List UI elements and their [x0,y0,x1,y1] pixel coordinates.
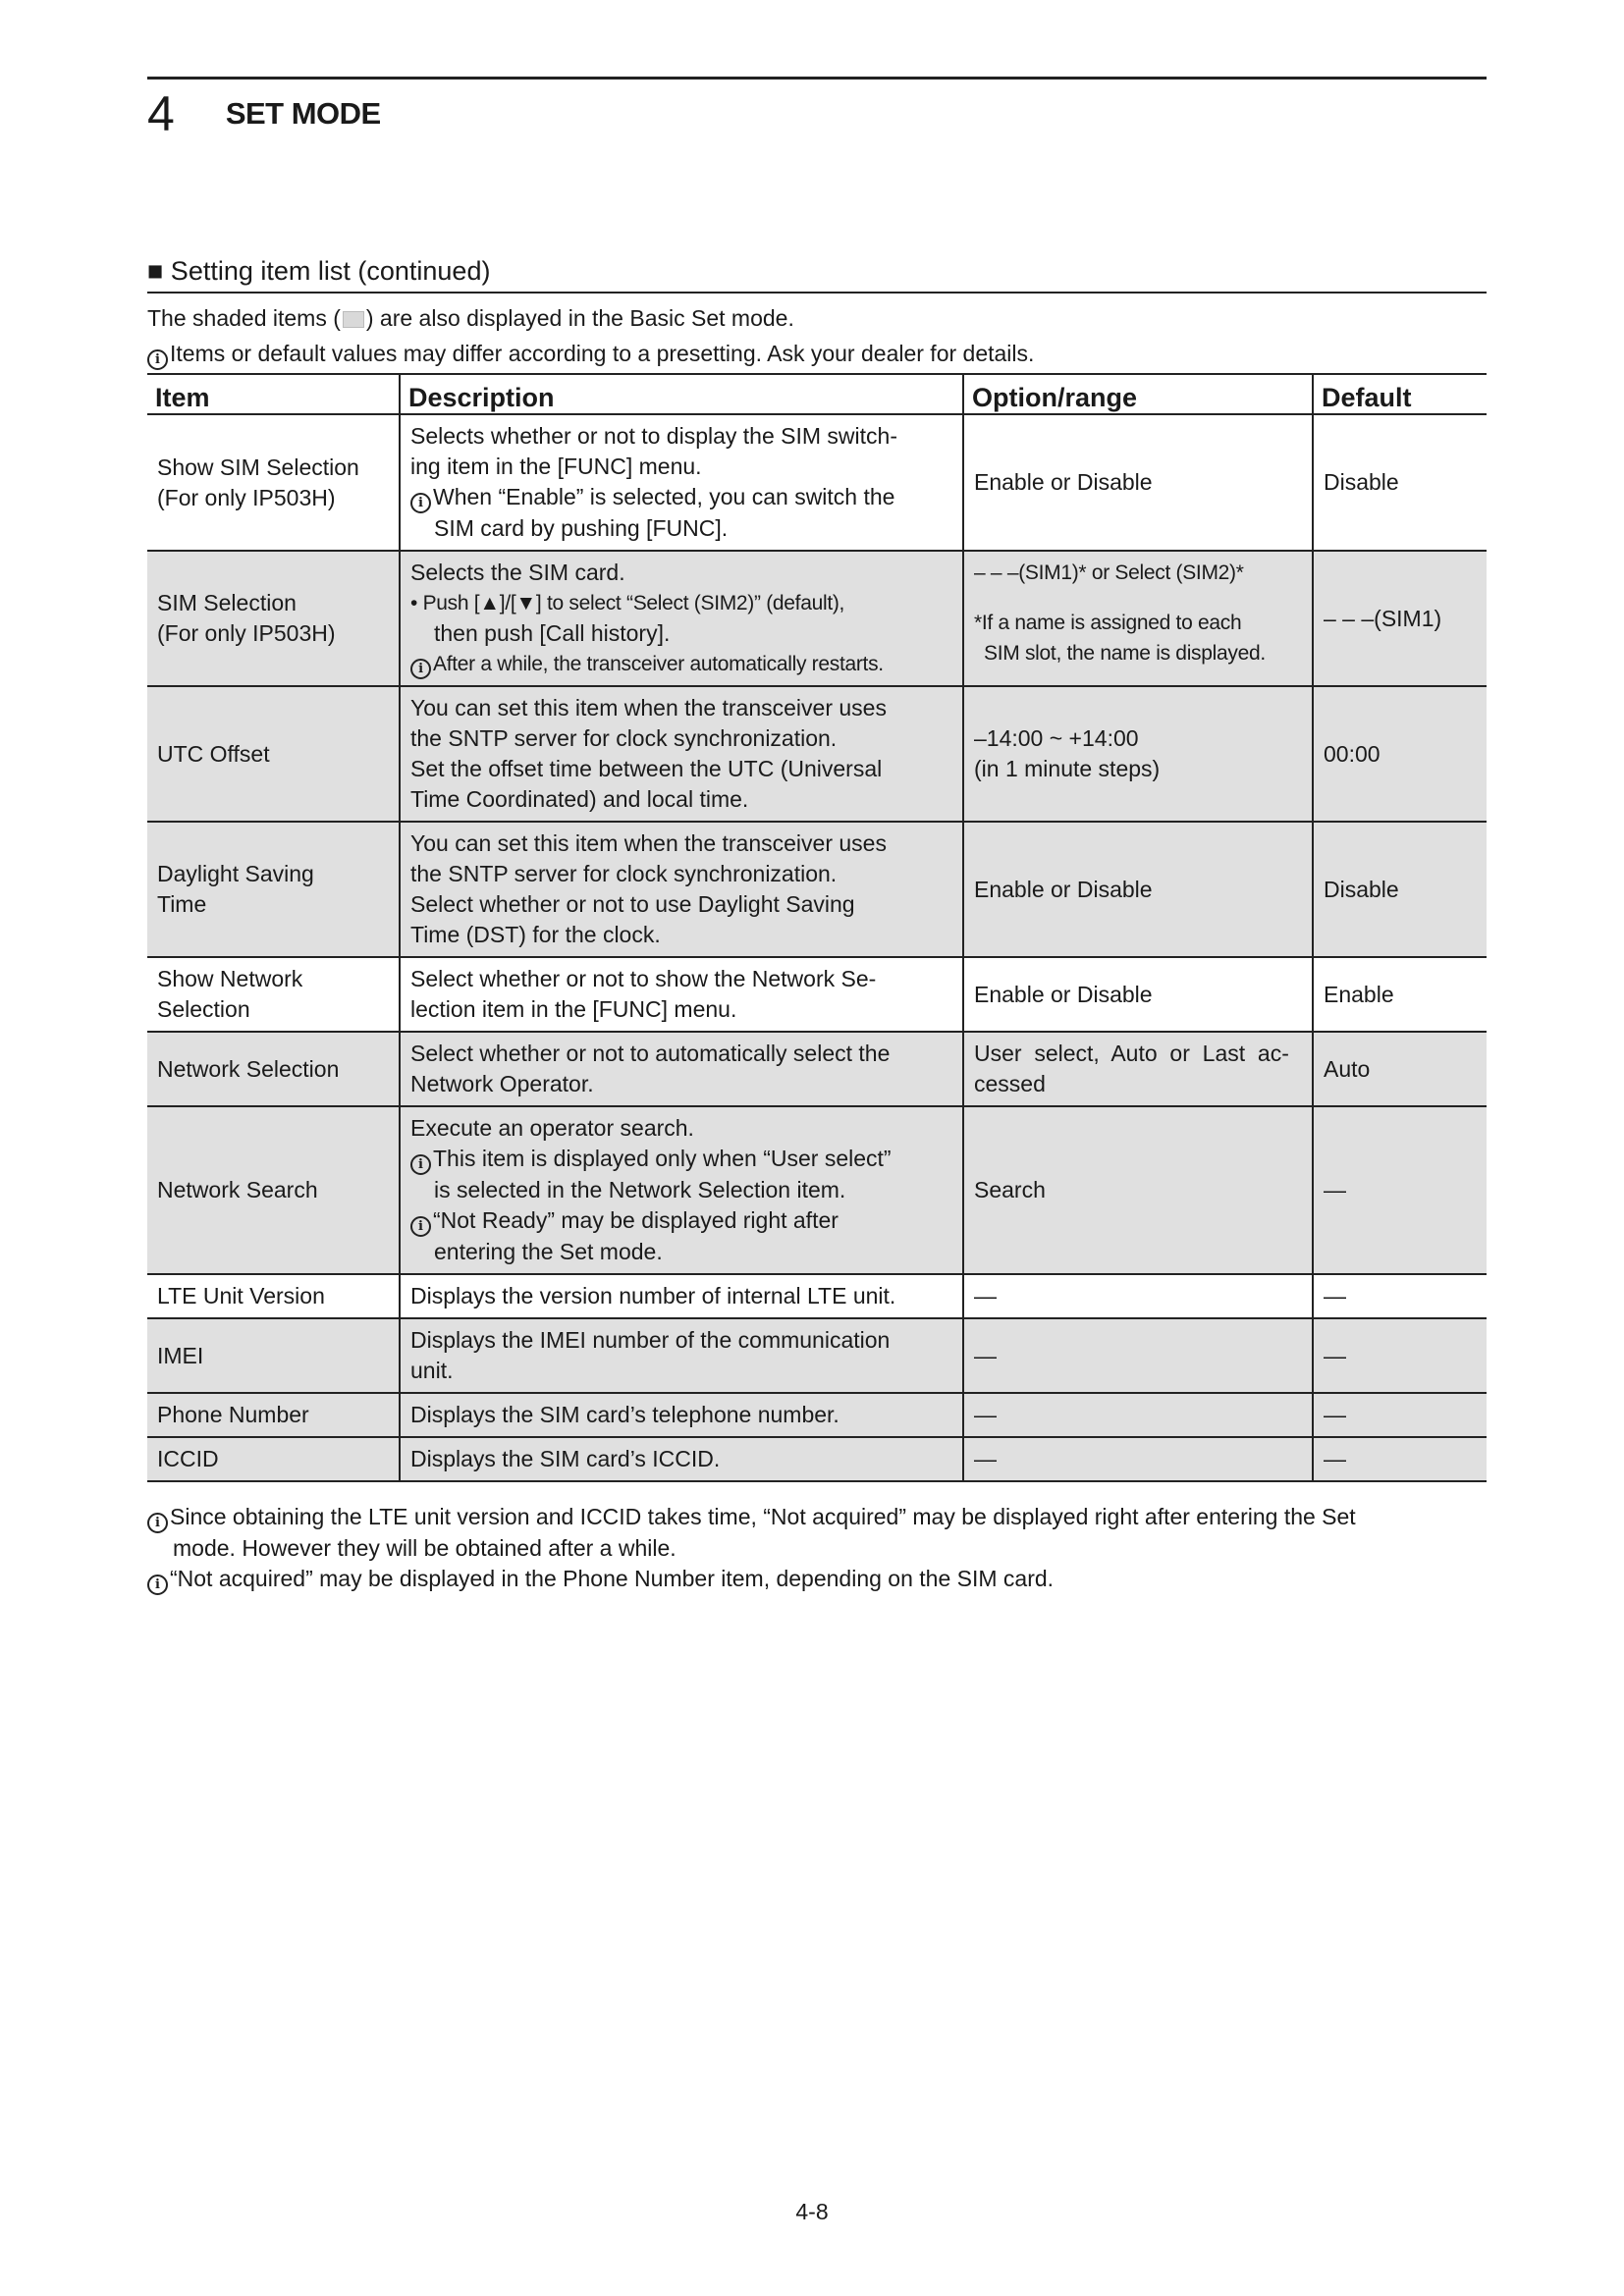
info-icon: i [147,1575,168,1595]
table-row [147,1106,1487,1274]
option-cell: – – –(SIM1)* or Select (SIM2)* *If a name is assigned to each SIM slot, the name is displayed. [963,551,1313,686]
table-row [147,1318,1487,1393]
intro [147,300,1487,371]
default-cell: Auto [1313,1032,1487,1106]
table-row [147,957,1487,1032]
option-cell: User select, Auto or Last ac- cessed [963,1032,1313,1106]
default-cell: Disable [1313,414,1487,551]
info-icon: i [147,1513,168,1533]
table-row [147,551,1487,686]
default-cell: — [1313,1274,1487,1318]
option-cell: Enable or Disable [963,957,1313,1032]
header-item: Item [147,374,400,414]
table-row [147,1274,1487,1318]
footnotes [147,1502,1487,1595]
section-heading: ■ Setting item list (continued) [147,256,491,286]
item-cell: Network Search [147,1106,400,1274]
option-cell: — [963,1437,1313,1481]
description-cell: Selects the SIM card. • Push [▲]/[▼] to select “Select (SIM2)” (default), then push [Call history]. i After a while, the transceiver automatically restarts. [400,551,963,686]
table-row [147,414,1487,551]
chapter-title: SET MODE [225,96,381,131]
option-cell: Enable or Disable [963,414,1313,551]
top-rule [147,77,1487,80]
description-cell: You can set this item when the transceiver uses the SNTP server for clock synchronization. Set the offset time between the UTC (Universal Time Coordinated) and local time. [400,686,963,822]
default-cell: 00:00 [1313,686,1487,822]
chapter-header [147,86,381,141]
setting-item-table [147,373,1487,1482]
description-cell: Execute an operator search. i This item is displayed only when “User select” is selected in the Network Selection item. i “Not Ready” may be displayed right after entering the Set mode. [400,1106,963,1274]
table-header-row [147,374,1487,414]
info-icon: i [410,1154,431,1175]
footnote: i Since obtaining the LTE unit version and ICCID takes time, “Not acquired” may be displayed right after entering the Set mode. However they will be obtained after a while. [147,1502,1487,1564]
info-icon: i [410,1216,431,1237]
item-cell: Daylight Saving Time [147,822,400,957]
description-cell: Displays the SIM card’s telephone number. [400,1393,963,1437]
header-default: Default [1313,374,1487,414]
description-cell: Select whether or not to automatically select the Network Operator. [400,1032,963,1106]
description-cell: Select whether or not to show the Network Se- lection item in the [FUNC] menu. [400,957,963,1032]
option-cell: –14:00 ~ +14:00 (in 1 minute steps) [963,686,1313,822]
description-cell: Displays the IMEI number of the communication unit. [400,1318,963,1393]
option-cell: Search [963,1106,1313,1274]
default-cell: – – –(SIM1) [1313,551,1487,686]
info-icon: i [147,349,168,370]
default-cell: — [1313,1106,1487,1274]
header-description: Description [400,374,963,414]
option-cell: — [963,1274,1313,1318]
default-cell: — [1313,1318,1487,1393]
option-cell: — [963,1393,1313,1437]
default-cell: Disable [1313,822,1487,957]
description-cell: Selects whether or not to display the SIM switch- ing item in the [FUNC] menu. i When “Enable” is selected, you can switch the SIM card by pushing [FUNC]. [400,414,963,551]
table-row [147,822,1487,957]
item-cell: SIM Selection (For only IP503H) [147,551,400,686]
item-cell: Show Network Selection [147,957,400,1032]
description-cell: You can set this item when the transceiver uses the SNTP server for clock synchronization. Select whether or not to use Daylight Saving Time (DST) for the clock. [400,822,963,957]
default-cell: — [1313,1393,1487,1437]
header-option-range: Option/range [963,374,1313,414]
item-cell: ICCID [147,1437,400,1481]
table-row [147,1437,1487,1481]
description-cell: Displays the version number of internal LTE unit. [400,1274,963,1318]
table-row [147,1032,1487,1106]
item-cell: UTC Offset [147,686,400,822]
option-cell: Enable or Disable [963,822,1313,957]
info-icon: i [410,493,431,513]
footnote: i “Not acquired” may be displayed in the Phone Number item, depending on the SIM card. [147,1564,1487,1595]
page-number: 4-8 [795,2199,829,2224]
intro-line-1: The shaded items ( ) are also displayed in the Basic Set mode. [147,305,794,331]
info-icon: i [410,659,431,679]
shade-swatch-icon [343,311,364,328]
description-cell: Displays the SIM card’s ICCID. [400,1437,963,1481]
chapter-number: 4 [147,86,175,141]
intro-line-2: i Items or default values may differ according to a presetting. Ask your dealer for details. [147,336,1487,371]
item-cell: LTE Unit Version [147,1274,400,1318]
option-cell: — [963,1318,1313,1393]
table-row [147,1393,1487,1437]
item-cell: Show SIM Selection (For only IP503H) [147,414,400,551]
default-cell: — [1313,1437,1487,1481]
item-cell: Phone Number [147,1393,400,1437]
table-row [147,686,1487,822]
item-cell: Network Selection [147,1032,400,1106]
section-rule [147,292,1487,294]
item-cell: IMEI [147,1318,400,1393]
default-cell: Enable [1313,957,1487,1032]
